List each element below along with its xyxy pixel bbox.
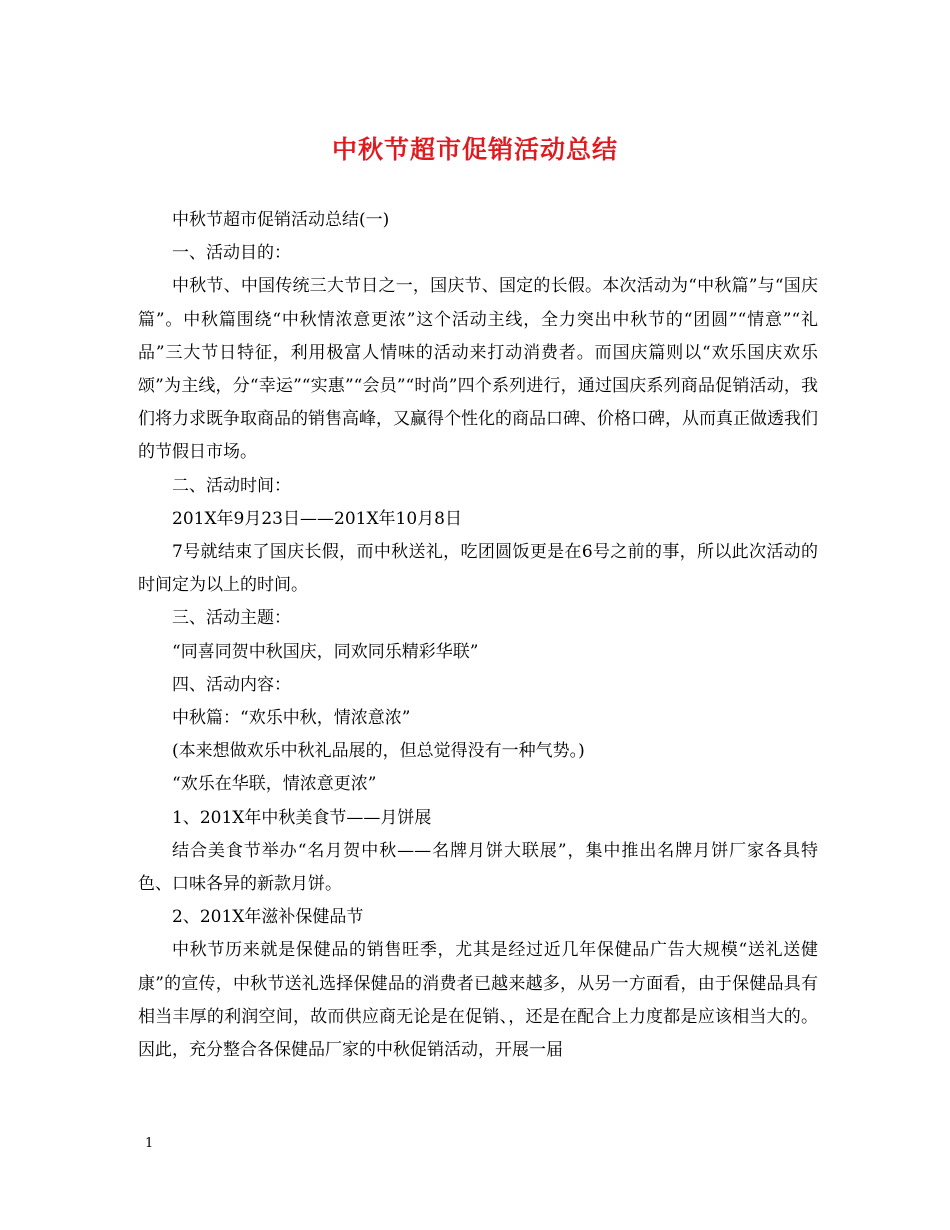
paragraph-health-detail: 中秋节历来就是保健品的销售旺季，尤其是经过近几年保健品广告大规模“送礼送健康”的宣传，中秋节送礼选择保健品的消费者已越来越多，从另一方面看，由于保健品具有相当丰厚的利润空间，故而供应商无论是在促销、，还是在配合上力度都是应该相当大的。因此，充分整合各保健品厂家的中秋促销活动，开展一届 [138,940,818,1061]
page-number: 1 [145,1136,154,1151]
paragraph-note: (本来想做欢乐中秋礼品展的，但总觉得没有一种气势。) [172,741,585,762]
paragraph-date-range: 201X年9月23日——201X年10月8日 [172,508,462,529]
document-title: 中秋节超市促销活动总结 [331,135,618,164]
paragraph-time-reason: 7号就结束了国庆长假，而中秋送礼，吃团圆饭更是在6号之前的事，所以此次活动的时间定为以上的时间。 [138,542,818,596]
paragraph-mid-autumn-title: 中秋篇：“欢乐中秋，情浓意浓” [172,708,411,729]
section-heading-content: 四、活动内容： [172,674,291,695]
list-item-health-festival: 2、201X年滋补保健品节 [172,907,364,928]
paragraph-purpose: 中秋节、中国传统三大节日之一，国庆节、国定的长假。本次活动为“中秋篇”与“国庆篇”。中秋篇围绕“中秋情浓意更浓”这个活动主线，全力突出中秋节的“团圆”“情意”“礼品”三大节日特征，利用极富人情味的活动来打动消费者。而国庆篇则以“欢乐国庆欢乐颂”为主线，分“幸运”“实惠”“会员”“时尚”四个系列进行，通过国庆系列商品促销活动，我们将力求既争取商品的销售高峰，又赢得个性化的商品口碑、价格口碑，从而真正做透我们的节假日市场。 [138,276,818,463]
section-heading-time: 二、活动时间： [172,475,291,496]
paragraph-slogan: “欢乐在华联，情浓意更浓” [172,774,377,795]
document-body [138,204,818,1067]
paragraph-mooncake-detail: 结合美食节举办“名月贺中秋——名牌月饼大联展”，集中推出名牌月饼厂家各具特色、口味各异的新款月饼。 [138,840,818,895]
paragraph-subtitle: 中秋节超市促销活动总结(一) [172,210,390,230]
paragraph-theme: “同喜同贺中秋国庆，同欢同乐精彩华联” [172,641,479,662]
section-heading-theme: 三、活动主题： [172,608,291,629]
list-item-mooncake-festival: 1、201X年中秋美食节——月饼展 [172,807,432,828]
section-heading-purpose: 一、活动目的： [172,243,291,264]
